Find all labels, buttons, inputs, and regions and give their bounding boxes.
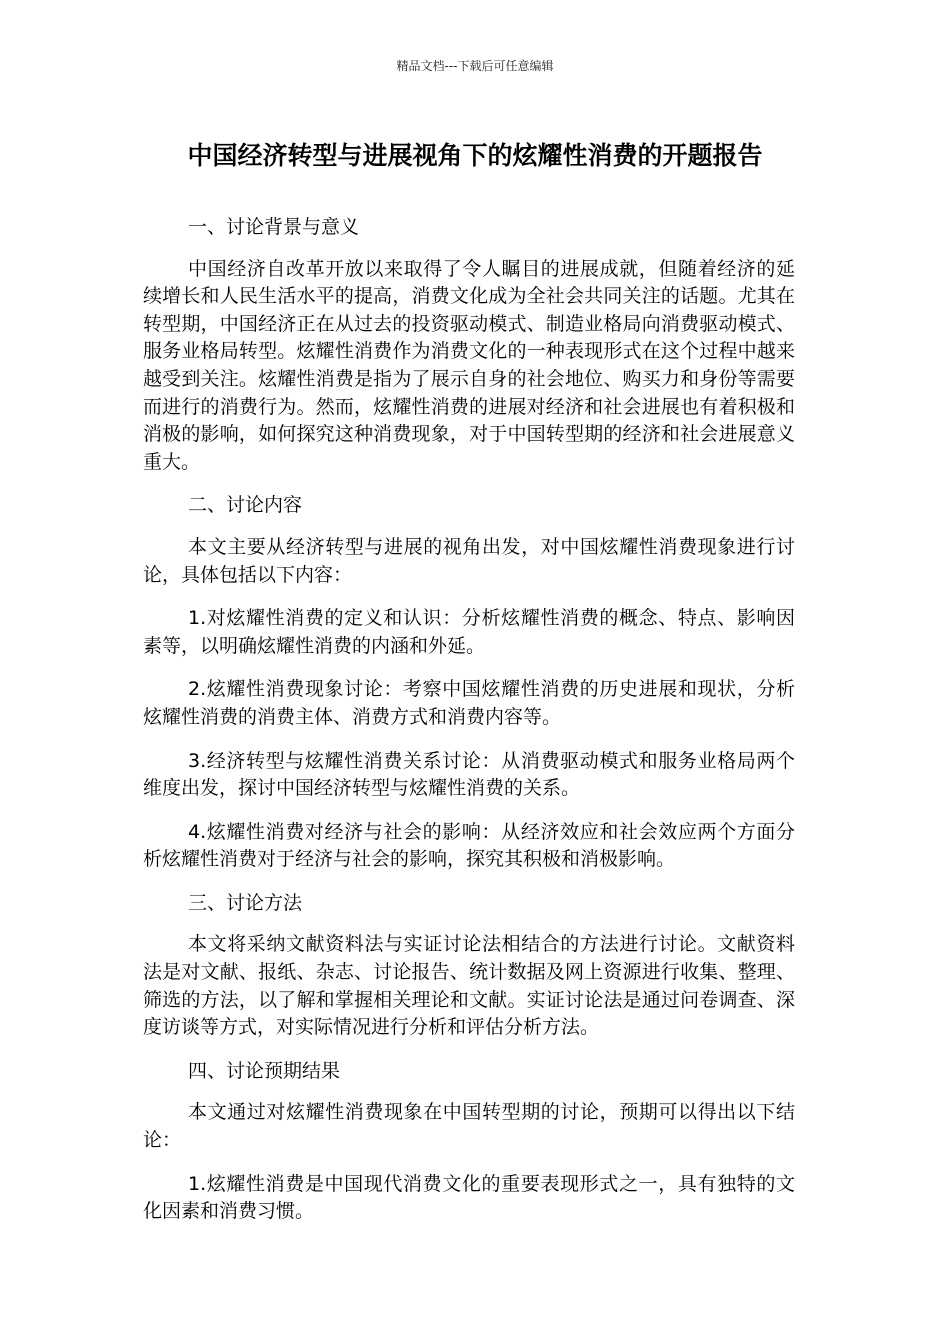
paragraph-results-item-1: 1.炫耀性消费是中国现代消费文化的重要表现形式之一，具有独特的文化因素和消费习惯。 (143, 1172, 795, 1223)
document-title: 中国经济转型与进展视角下的炫耀性消费的开题报告 (187, 141, 763, 170)
header-note: 精品文档---下载后可任意编辑 (396, 59, 554, 73)
paragraph-content-intro: 本文主要从经济转型与进展的视角出发，对中国炫耀性消费现象进行讨论，具体包括以下内容： (143, 535, 795, 586)
paragraph-methods: 本文将采纳文献资料法与实证讨论法相结合的方法进行讨论。文献资料法是对文献、报纸、杂志、讨论报告、统计数据及网上资源进行收集、整理、筛选的方法，以了解和掌握相关理论和文献。实证讨论法是通过问卷调查、深度访谈等方式，对实际情况进行分析和评估分析方法。 (143, 933, 795, 1039)
section-heading-content: 二、讨论内容 (188, 494, 303, 517)
section-heading-expected-results: 四、讨论预期结果 (188, 1059, 341, 1082)
paragraph-content-item-1: 1.对炫耀性消费的定义和认识：分析炫耀性消费的概念、特点、影响因素等，以明确炫耀性消费的内涵和外延。 (143, 607, 795, 657)
paragraph-background: 中国经济自改革开放以来取得了令人瞩目的进展成就，但随着经济的延续增长和人民生活水平的提高，消费文化成为全社会共同关注的话题。尤其在转型期，中国经济正在从过去的投资驱动模式、制造业格局向消费驱动模式、服务业格局转型。炫耀性消费作为消费文化的一种表现形式在这个过程中越来越受到关注。炫耀性消费是指为了展示自身的社会地位、购买力和身份等需要而进行的消费行为。然而，炫耀性消费的进展对经济和社会进展也有着积极和消极的影响，如何探究这种消费现象，对于中国转型期的经济和社会进展意义重大。 (143, 257, 795, 473)
document-body (143, 214, 795, 1242)
paragraph-content-item-2: 2.炫耀性消费现象讨论：考察中国炫耀性消费的历史进展和现状，分析炫耀性消费的消费主体、消费方式和消费内容等。 (143, 678, 795, 728)
paragraph-content-item-4: 4.炫耀性消费对经济与社会的影响：从经济效应和社会效应两个方面分析炫耀性消费对于经济与社会的影响，探究其积极和消极影响。 (143, 820, 795, 871)
section-heading-background: 一、讨论背景与意义 (188, 216, 360, 238)
section-heading-methods: 三、讨论方法 (188, 891, 303, 914)
paragraph-content-item-3: 3.经济转型与炫耀性消费关系讨论：从消费驱动模式和服务业格局两个维度出发，探讨中国经济转型与炫耀性消费的关系。 (143, 749, 795, 800)
paragraph-results-intro: 本文通过对炫耀性消费现象在中国转型期的讨论，预期可以得出以下结论： (143, 1101, 795, 1152)
